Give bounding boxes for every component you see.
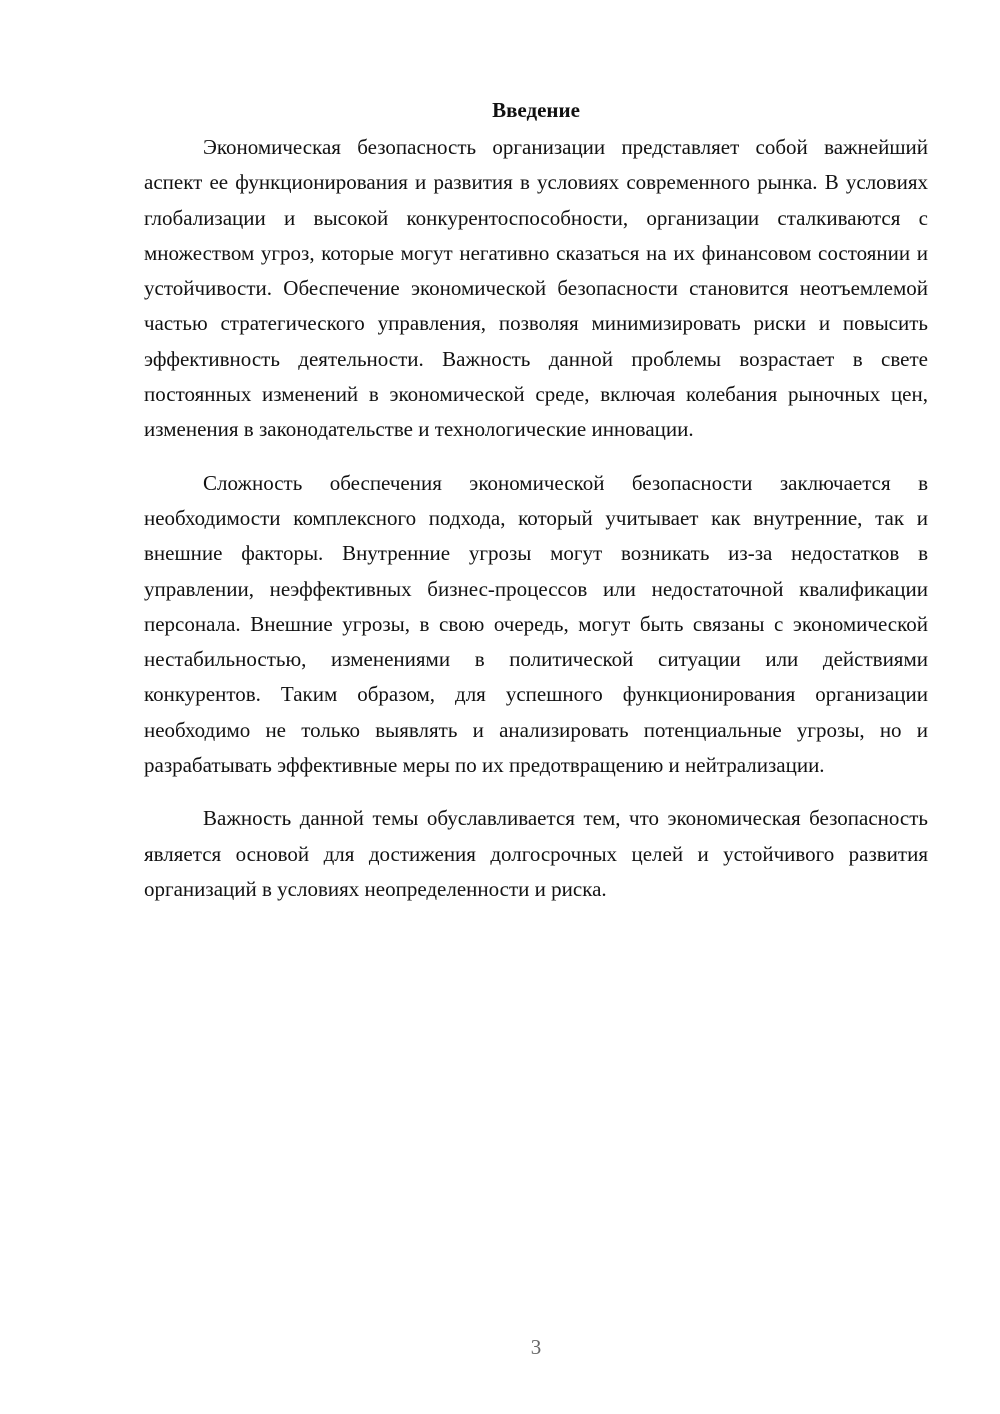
paragraph-3: Важность данной темы обуславливается тем, что экономическая безопасность является основой для достижения долгосрочных целей и устойчивого развития организаций в условиях неопределенности и риска. (144, 806, 928, 901)
section-heading: Введение (492, 98, 580, 122)
page-number: 3 (530, 1335, 542, 1359)
paragraph-1: Экономическая безопасность организации представляет собой важнейший аспект ее функционирования и развития в условиях современного рынка. В условиях глобализации и высокой конкурентоспособности, организации сталкиваются с множеством угроз, которые могут негативно сказаться на их финансовом состоянии и устойчивости. Обеспечение экономической безопасности становится неотъемлемой частью стратегического управления, позволяя минимизировать риски и повысить эффективность деятельности. Важность данной проблемы возрастает в свете постоянных изменений в экономической среде, включая колебания рыночных цен, изменения в законодательстве и технологические инновации. (144, 135, 928, 442)
paragraph-2: Сложность обеспечения экономической безопасности заключается в необходимости комплексного подхода, который учитывает как внутренние, так и внешние факторы. Внутренние угрозы могут возникать из-за недостатков в управлении, неэффективных бизнес-процессов или недостаточной квалификации персонала. Внешние угрозы, в свою очередь, могут быть связаны с экономической нестабильностью, изменениями в политической ситуации или действиями конкурентов. Таким образом, для успешного функционирования организации необходимо не только выявлять и анализировать потенциальные угрозы, но и разрабатывать эффективные меры по их предотвращению и нейтрализации. (144, 470, 928, 778)
page-content (144, 92, 928, 907)
